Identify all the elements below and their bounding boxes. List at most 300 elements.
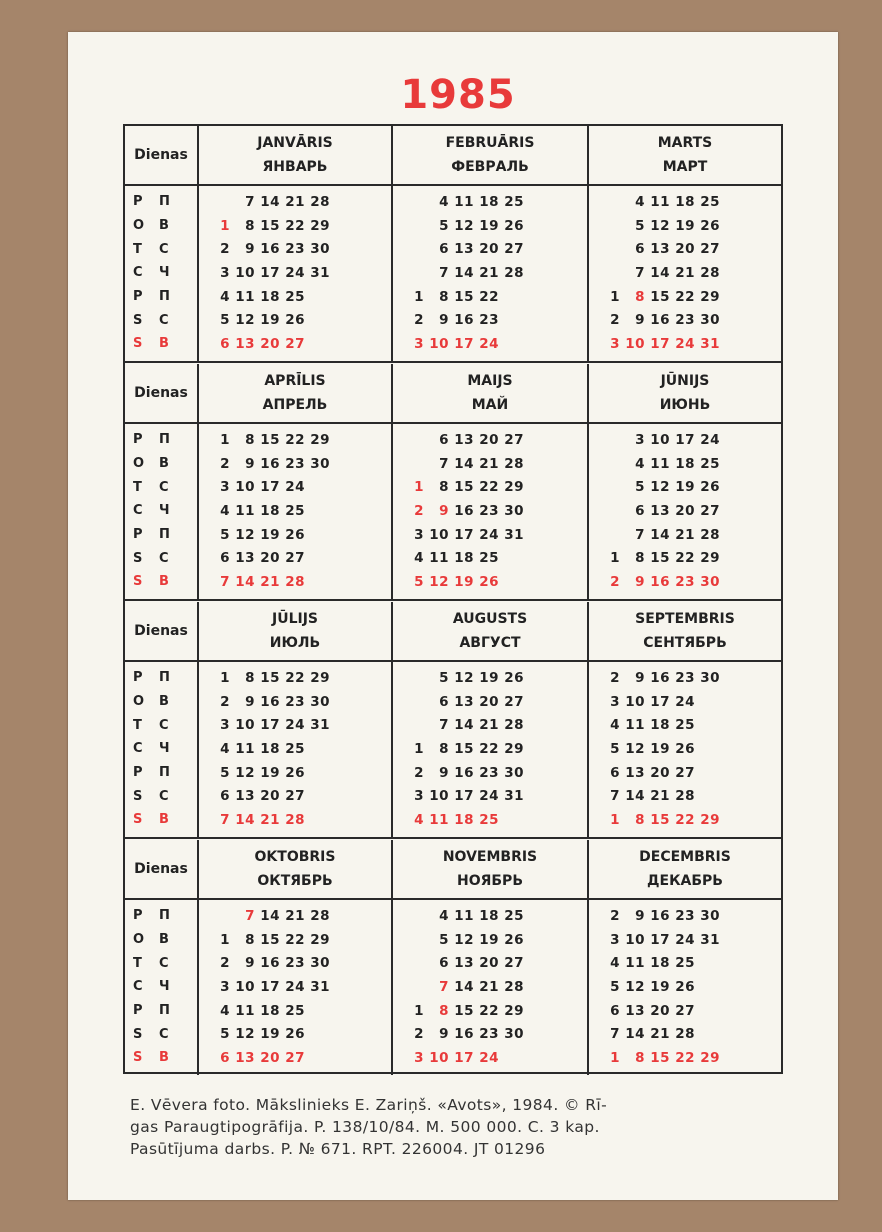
- date-number: 19: [260, 764, 280, 781]
- date-number: 3: [610, 335, 620, 352]
- date-number: 10: [625, 931, 645, 948]
- date-number: 7: [635, 526, 645, 543]
- weekday-dates-row: [205, 1046, 391, 1070]
- date-number: 15: [260, 931, 280, 948]
- date-number: 12: [650, 217, 670, 234]
- date-number: 24: [479, 335, 499, 352]
- date-number: 2: [414, 502, 424, 519]
- date-number: 8: [635, 1049, 645, 1066]
- date-number: 21: [479, 978, 499, 995]
- date-number: 27: [675, 1002, 695, 1019]
- weekday-dates-row: [205, 666, 391, 690]
- date-number: 21: [260, 811, 280, 828]
- date-number: 30: [504, 1026, 524, 1043]
- date-number: 15: [650, 550, 670, 567]
- date-number: 19: [454, 573, 474, 590]
- weekday-dates-row: [205, 261, 391, 285]
- weekday-ru: П: [159, 1003, 170, 1019]
- date-number: 12: [235, 1026, 255, 1043]
- date-number: 6: [220, 788, 230, 805]
- date-number: 1: [220, 669, 230, 686]
- date-number: 9: [439, 502, 449, 519]
- date-number: 23: [675, 573, 695, 590]
- month-name-lv: FEBRUĀRIS: [445, 135, 535, 151]
- date-number: 12: [650, 479, 670, 496]
- date-number: 8: [439, 288, 449, 305]
- date-number: 9: [635, 573, 645, 590]
- date-number: 14: [454, 455, 474, 472]
- date-number: 14: [235, 811, 255, 828]
- date-number: 12: [235, 526, 255, 543]
- date-number: 24: [479, 1049, 499, 1066]
- date-number: 22: [479, 1002, 499, 1019]
- month-days: [393, 900, 589, 1075]
- date-number: 10: [650, 431, 670, 448]
- date-number: 1: [414, 1002, 424, 1019]
- date-number: 2: [220, 241, 230, 258]
- date-number: 14: [454, 264, 474, 281]
- date-number: 4: [635, 193, 645, 210]
- date-number: 29: [504, 740, 524, 757]
- date-number: 27: [504, 955, 524, 972]
- date-number: 28: [700, 264, 720, 281]
- date-number: 23: [479, 312, 499, 329]
- weekday-lv: S: [133, 312, 143, 328]
- imprint-footer: [130, 1094, 780, 1160]
- date-number: 8: [439, 479, 449, 496]
- date-number: 29: [700, 288, 720, 305]
- weekday-ru: В: [159, 336, 169, 352]
- month-days: [589, 186, 781, 361]
- date-number: 30: [504, 764, 524, 781]
- date-number: 13: [625, 764, 645, 781]
- weekday-ru: П: [159, 194, 170, 210]
- weekday-column: [125, 662, 199, 837]
- month-body-row: [125, 662, 781, 837]
- date-number: 30: [310, 241, 330, 258]
- weekday-dates-row: [595, 475, 781, 499]
- date-number: 18: [650, 955, 670, 972]
- date-number: 2: [610, 669, 620, 686]
- date-number: 3: [635, 431, 645, 448]
- weekday-ru: С: [159, 312, 169, 328]
- date-number: 28: [504, 264, 524, 281]
- date-number: 20: [675, 502, 695, 519]
- date-number: 5: [610, 740, 620, 757]
- date-number: 26: [504, 931, 524, 948]
- month-name-ru: ИЮНЬ: [659, 397, 711, 413]
- date-number: 13: [650, 241, 670, 258]
- date-number: 3: [414, 526, 424, 543]
- date-number: 19: [260, 526, 280, 543]
- date-number: 7: [439, 717, 449, 734]
- weekday-dates-row: [595, 214, 781, 238]
- date-number: 15: [650, 1049, 670, 1066]
- weekday-dates-row: [205, 285, 391, 309]
- date-number: 31: [310, 978, 330, 995]
- weekday-ru: В: [159, 1050, 169, 1066]
- date-number: 25: [479, 811, 499, 828]
- date-number: 14: [454, 978, 474, 995]
- date-number: 26: [285, 526, 305, 543]
- weekday-label: [125, 737, 197, 761]
- date-number: 17: [675, 431, 695, 448]
- weekday-label: [125, 928, 197, 952]
- date-number: 15: [454, 1002, 474, 1019]
- weekday-dates-row: [205, 951, 391, 975]
- weekday-ru: П: [159, 765, 170, 781]
- date-number: 20: [260, 1049, 280, 1066]
- date-number: 11: [650, 455, 670, 472]
- date-number: 3: [414, 788, 424, 805]
- date-number: 15: [260, 217, 280, 234]
- date-number: 30: [700, 669, 720, 686]
- date-number: 28: [310, 907, 330, 924]
- date-number: 3: [220, 717, 230, 734]
- weekday-column: [125, 186, 199, 361]
- date-number: 15: [260, 669, 280, 686]
- date-number: 1: [220, 431, 230, 448]
- date-number: 12: [429, 573, 449, 590]
- weekday-dates-row: [399, 784, 587, 808]
- date-number: 11: [625, 955, 645, 972]
- date-number: 16: [454, 764, 474, 781]
- weekday-lv: P: [133, 289, 143, 305]
- month-name-ru: ФЕВРАЛЬ: [451, 159, 529, 175]
- weekday-dates-row: [205, 332, 391, 356]
- weekday-label: [125, 951, 197, 975]
- date-number: 19: [650, 978, 670, 995]
- month-name-lv: SEPTEMBRIS: [635, 611, 735, 627]
- date-number: 9: [635, 312, 645, 329]
- date-number: 1: [220, 931, 230, 948]
- days-header-label: Dienas: [125, 602, 199, 660]
- date-number: 1: [610, 811, 620, 828]
- weekday-dates-row: [205, 975, 391, 999]
- date-number: 1: [414, 740, 424, 757]
- date-number: 26: [285, 312, 305, 329]
- date-number: 4: [610, 717, 620, 734]
- date-number: 5: [414, 573, 424, 590]
- weekday-dates-row: [205, 928, 391, 952]
- date-number: 16: [454, 312, 474, 329]
- weekday-label: [125, 190, 197, 214]
- date-number: 26: [675, 740, 695, 757]
- month-days: [589, 900, 781, 1075]
- date-number: 31: [504, 788, 524, 805]
- weekday-dates-row: [205, 452, 391, 476]
- weekday-dates-row: [399, 999, 587, 1023]
- date-number: 5: [220, 764, 230, 781]
- date-number: 5: [439, 669, 449, 686]
- date-number: 6: [610, 764, 620, 781]
- month-name-ru: АВГУСТ: [459, 635, 521, 651]
- weekday-label: [125, 332, 197, 356]
- weekday-lv: P: [133, 194, 143, 210]
- weekday-lv: S: [133, 812, 143, 828]
- date-number: 18: [260, 288, 280, 305]
- date-number: 24: [700, 431, 720, 448]
- date-number: 13: [235, 335, 255, 352]
- date-number: 30: [700, 312, 720, 329]
- date-number: 18: [260, 502, 280, 519]
- weekday-dates-row: [399, 666, 587, 690]
- date-number: 13: [235, 788, 255, 805]
- weekday-dates-row: [399, 475, 587, 499]
- date-number: 20: [260, 788, 280, 805]
- date-number: 25: [504, 907, 524, 924]
- date-number: 21: [285, 907, 305, 924]
- weekday-label: [125, 1046, 197, 1070]
- date-number: 5: [220, 312, 230, 329]
- date-number: 28: [285, 811, 305, 828]
- date-number: 17: [650, 693, 670, 710]
- weekday-lv: O: [133, 218, 145, 234]
- date-number: 19: [260, 1026, 280, 1043]
- month-name-lv: NOVEMBRIS: [442, 849, 538, 865]
- date-number: 21: [479, 717, 499, 734]
- month-header-row: [125, 840, 781, 900]
- date-number: 29: [310, 217, 330, 234]
- date-number: 4: [414, 550, 424, 567]
- date-number: 17: [260, 264, 280, 281]
- date-number: 1: [610, 288, 620, 305]
- date-number: 13: [454, 955, 474, 972]
- weekday-label: [125, 452, 197, 476]
- date-number: 22: [479, 288, 499, 305]
- date-number: 10: [429, 526, 449, 543]
- footer-line-3: Pasūtījuma darbs. P. № 671. RPT. 226004. JT 01296: [130, 1140, 546, 1158]
- date-number: 15: [260, 431, 280, 448]
- date-number: 7: [220, 573, 230, 590]
- weekday-ru: С: [159, 1026, 169, 1042]
- date-number: 18: [260, 1002, 280, 1019]
- month-name-ru: ОКТЯБРЬ: [257, 873, 333, 889]
- weekday-dates-row: [595, 237, 781, 261]
- date-number: 6: [220, 550, 230, 567]
- weekday-label: [125, 904, 197, 928]
- date-number: 7: [439, 455, 449, 472]
- month-header: [393, 602, 589, 660]
- weekday-lv: T: [133, 717, 142, 733]
- month-header: [589, 602, 781, 660]
- weekday-dates-row: [399, 499, 587, 523]
- date-number: 17: [650, 931, 670, 948]
- days-header-label: Dienas: [125, 126, 199, 184]
- date-number: 11: [235, 288, 255, 305]
- date-number: 27: [700, 502, 720, 519]
- weekday-dates-row: [399, 428, 587, 452]
- date-number: 7: [610, 1026, 620, 1043]
- weekday-ru: П: [159, 432, 170, 448]
- date-number: 26: [504, 217, 524, 234]
- date-number: 24: [675, 335, 695, 352]
- weekday-label: [125, 784, 197, 808]
- date-number: 23: [675, 312, 695, 329]
- date-number: 14: [454, 717, 474, 734]
- date-number: 20: [479, 693, 499, 710]
- weekday-lv: C: [133, 979, 143, 995]
- calendar-grid: [123, 124, 783, 1074]
- weekday-dates-row: [399, 737, 587, 761]
- weekday-label: [125, 285, 197, 309]
- year-title: 1985: [400, 72, 516, 118]
- date-number: 13: [235, 550, 255, 567]
- date-number: 21: [675, 264, 695, 281]
- date-number: 21: [650, 1026, 670, 1043]
- date-number: 4: [439, 193, 449, 210]
- weekday-lv: T: [133, 479, 142, 495]
- date-number: 14: [260, 193, 280, 210]
- date-number: 25: [285, 740, 305, 757]
- quarter-row: [125, 602, 781, 839]
- weekday-dates-row: [399, 452, 587, 476]
- date-number: 13: [625, 1002, 645, 1019]
- date-number: 19: [479, 217, 499, 234]
- date-number: 28: [310, 193, 330, 210]
- date-number: 21: [650, 788, 670, 805]
- date-number: 4: [635, 455, 645, 472]
- weekday-label: [125, 666, 197, 690]
- date-number: 25: [700, 455, 720, 472]
- weekday-dates-row: [205, 904, 391, 928]
- weekday-ru: Ч: [159, 265, 170, 281]
- footer-line-1: E. Vēvera foto. Mākslinieks E. Zariņš. «Avots», 1984. © Rī-: [130, 1096, 608, 1114]
- date-number: 25: [675, 717, 695, 734]
- weekday-label: [125, 761, 197, 785]
- weekday-dates-row: [205, 808, 391, 832]
- date-number: 25: [285, 288, 305, 305]
- weekday-dates-row: [595, 761, 781, 785]
- date-number: 7: [635, 264, 645, 281]
- weekday-label: [125, 523, 197, 547]
- date-number: 21: [675, 526, 695, 543]
- date-number: 4: [439, 907, 449, 924]
- date-number: 17: [650, 335, 670, 352]
- date-number: 26: [285, 764, 305, 781]
- weekday-dates-row: [595, 666, 781, 690]
- date-number: 29: [700, 811, 720, 828]
- date-number: 20: [260, 335, 280, 352]
- weekday-dates-row: [399, 308, 587, 332]
- date-number: 12: [454, 669, 474, 686]
- date-number: 20: [479, 955, 499, 972]
- date-number: 7: [220, 811, 230, 828]
- date-number: 28: [285, 573, 305, 590]
- date-number: 4: [220, 740, 230, 757]
- date-number: 16: [260, 955, 280, 972]
- date-number: 31: [504, 526, 524, 543]
- date-number: 5: [610, 978, 620, 995]
- weekday-dates-row: [399, 761, 587, 785]
- month-days: [393, 424, 589, 599]
- date-number: 11: [650, 193, 670, 210]
- date-number: 3: [414, 1049, 424, 1066]
- date-number: 23: [479, 502, 499, 519]
- date-number: 20: [260, 550, 280, 567]
- date-number: 6: [610, 1002, 620, 1019]
- date-number: 19: [479, 669, 499, 686]
- date-number: 26: [285, 1026, 305, 1043]
- weekday-label: [125, 808, 197, 832]
- date-number: 18: [479, 193, 499, 210]
- weekday-dates-row: [399, 690, 587, 714]
- month-days: [393, 662, 589, 837]
- date-number: 25: [285, 502, 305, 519]
- date-number: 15: [454, 288, 474, 305]
- weekday-label: [125, 475, 197, 499]
- date-number: 29: [310, 669, 330, 686]
- month-name-lv: APRĪLIS: [264, 373, 326, 389]
- date-number: 15: [650, 811, 670, 828]
- date-number: 23: [675, 907, 695, 924]
- days-header-label: Dienas: [125, 364, 199, 422]
- date-number: 27: [675, 764, 695, 781]
- month-header: [199, 364, 393, 422]
- date-number: 12: [625, 740, 645, 757]
- date-number: 30: [504, 502, 524, 519]
- month-body-row: [125, 424, 781, 599]
- weekday-lv: P: [133, 670, 143, 686]
- weekday-label: [125, 499, 197, 523]
- month-name-lv: OKTOBRIS: [254, 849, 336, 865]
- weekday-dates-row: [205, 570, 391, 594]
- month-name-lv: MARTS: [657, 135, 713, 151]
- date-number: 29: [504, 1002, 524, 1019]
- date-number: 26: [700, 479, 720, 496]
- date-number: 31: [700, 931, 720, 948]
- date-number: 2: [414, 1026, 424, 1043]
- date-number: 4: [220, 288, 230, 305]
- date-number: 11: [454, 193, 474, 210]
- date-number: 11: [235, 1002, 255, 1019]
- date-number: 15: [454, 479, 474, 496]
- month-header: [393, 840, 589, 898]
- date-number: 27: [285, 1049, 305, 1066]
- date-number: 27: [285, 550, 305, 567]
- weekday-dates-row: [399, 928, 587, 952]
- date-number: 23: [675, 669, 695, 686]
- date-number: 28: [504, 455, 524, 472]
- date-number: 28: [504, 717, 524, 734]
- quarter-row: [125, 840, 781, 1077]
- date-number: 22: [675, 288, 695, 305]
- date-number: 24: [675, 931, 695, 948]
- month-header: [199, 602, 393, 660]
- weekday-dates-row: [205, 499, 391, 523]
- month-days: [199, 424, 393, 599]
- date-number: 11: [235, 502, 255, 519]
- date-number: 9: [245, 693, 255, 710]
- weekday-lv: S: [133, 788, 143, 804]
- weekday-ru: Ч: [159, 979, 170, 995]
- date-number: 10: [235, 479, 255, 496]
- date-number: 13: [454, 241, 474, 258]
- weekday-ru: П: [159, 670, 170, 686]
- weekday-lv: O: [133, 694, 145, 710]
- weekday-lv: C: [133, 503, 143, 519]
- date-number: 9: [245, 955, 255, 972]
- date-number: 23: [285, 241, 305, 258]
- date-number: 23: [479, 1026, 499, 1043]
- weekday-dates-row: [205, 999, 391, 1023]
- date-number: 2: [414, 764, 424, 781]
- month-name-ru: СЕНТЯБРЬ: [643, 635, 727, 651]
- month-header-row: [125, 364, 781, 424]
- date-number: 14: [625, 1026, 645, 1043]
- weekday-dates-row: [595, 784, 781, 808]
- weekday-ru: В: [159, 574, 169, 590]
